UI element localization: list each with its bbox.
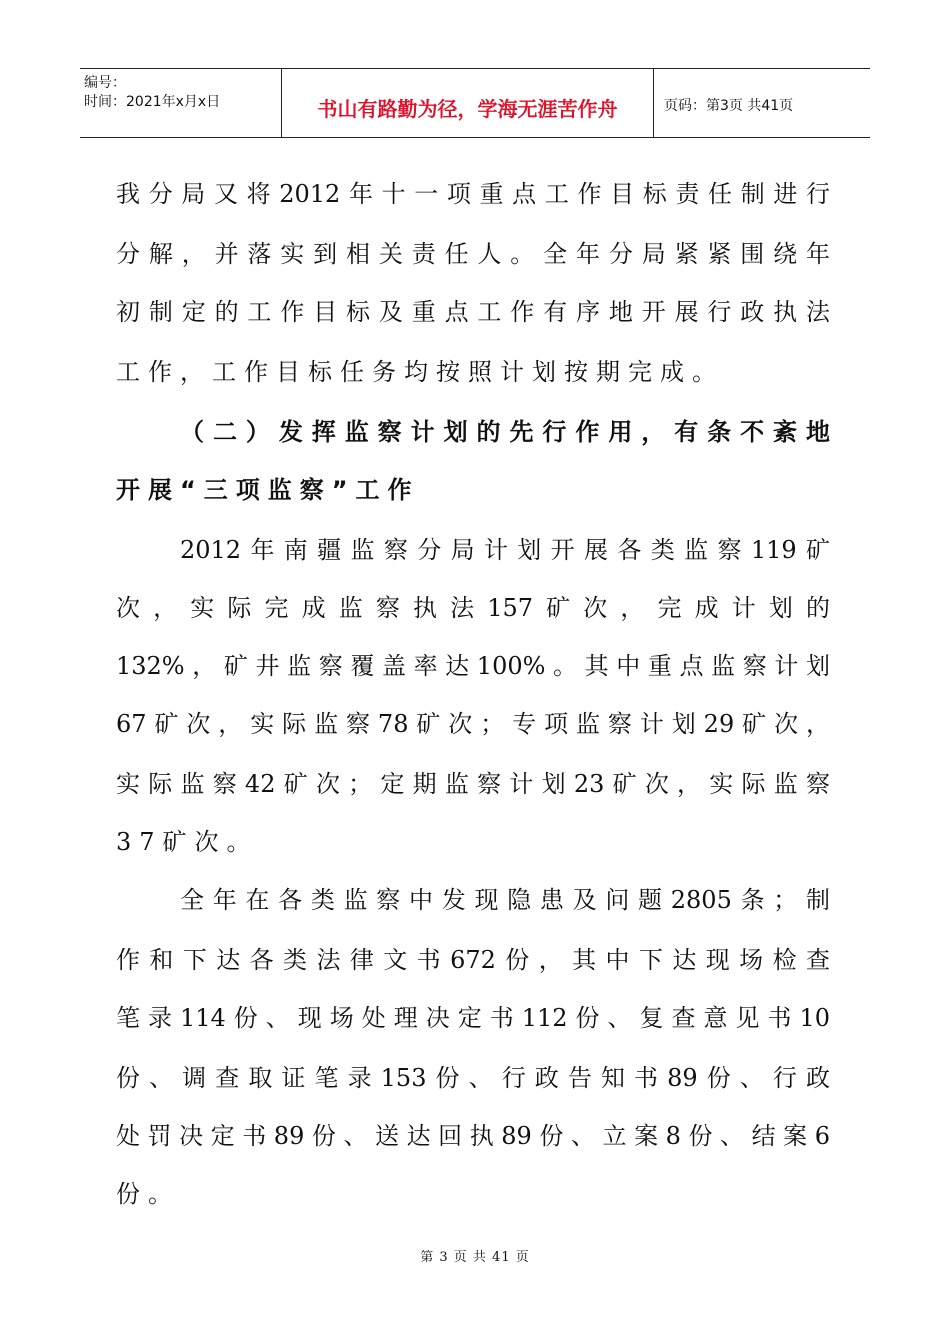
body-line: 132%，矿井监察覆盖率达100%。其中重点监察计划 xyxy=(116,652,830,680)
body-line: 37矿次。 xyxy=(116,828,259,856)
body-line: 实际监察42矿次；定期监察计划23矿次，实际监察 xyxy=(116,770,830,798)
body-line: 初制定的工作目标及重点工作有序地开展行政执法 xyxy=(116,298,830,326)
header-page-info: 页码：第3页 共41页 xyxy=(664,98,794,114)
header-table xyxy=(80,68,870,138)
body-line: 全年在各类监察中发现隐患及问题2805条；制 xyxy=(180,886,830,914)
header-meta-cell xyxy=(80,69,282,137)
body-line: 次，实际完成监察执法157矿次，完成计划的 xyxy=(116,594,830,622)
header-motto: 书山有路勤为径，学海无涯苦作舟 xyxy=(282,69,654,137)
section-heading-cont: 开展“三项监察”工作 xyxy=(116,476,420,504)
body-line: 笔录114份、现场处理决定书112份、复查意见书10 xyxy=(116,1004,830,1032)
body-line: 2012年南疆监察分局计划开展各类监察119矿 xyxy=(180,536,830,564)
body-line: 份。 xyxy=(116,1180,180,1208)
section-heading: （二）发挥监察计划的先行作用，有条不紊地 xyxy=(180,418,830,446)
body-line: 67矿次，实际监察78矿次；专项监察计划29矿次， xyxy=(116,710,830,738)
body-line: 作和下达各类法律文书672份，其中下达现场检查 xyxy=(116,946,830,974)
body-line: 我分局又将2012年十一项重点工作目标责任制进行 xyxy=(116,180,830,208)
page-footer: 第 3 页 共 41 页 xyxy=(420,1250,530,1265)
time-label: 时间：2021年x月x日 xyxy=(84,94,221,110)
body-line: 份、调查取证笔录153份、行政告知书89份、行政 xyxy=(116,1064,830,1092)
body-line: 处罚决定书89份、送达回执89份、立案8份、结案6 xyxy=(116,1122,830,1150)
body-line: 工作，工作目标任务均按照计划按期完成。 xyxy=(116,358,724,386)
serial-label: 编号： xyxy=(84,75,126,91)
body-line: 分解，并落实到相关责任人。全年分局紧紧围绕年 xyxy=(116,240,830,268)
